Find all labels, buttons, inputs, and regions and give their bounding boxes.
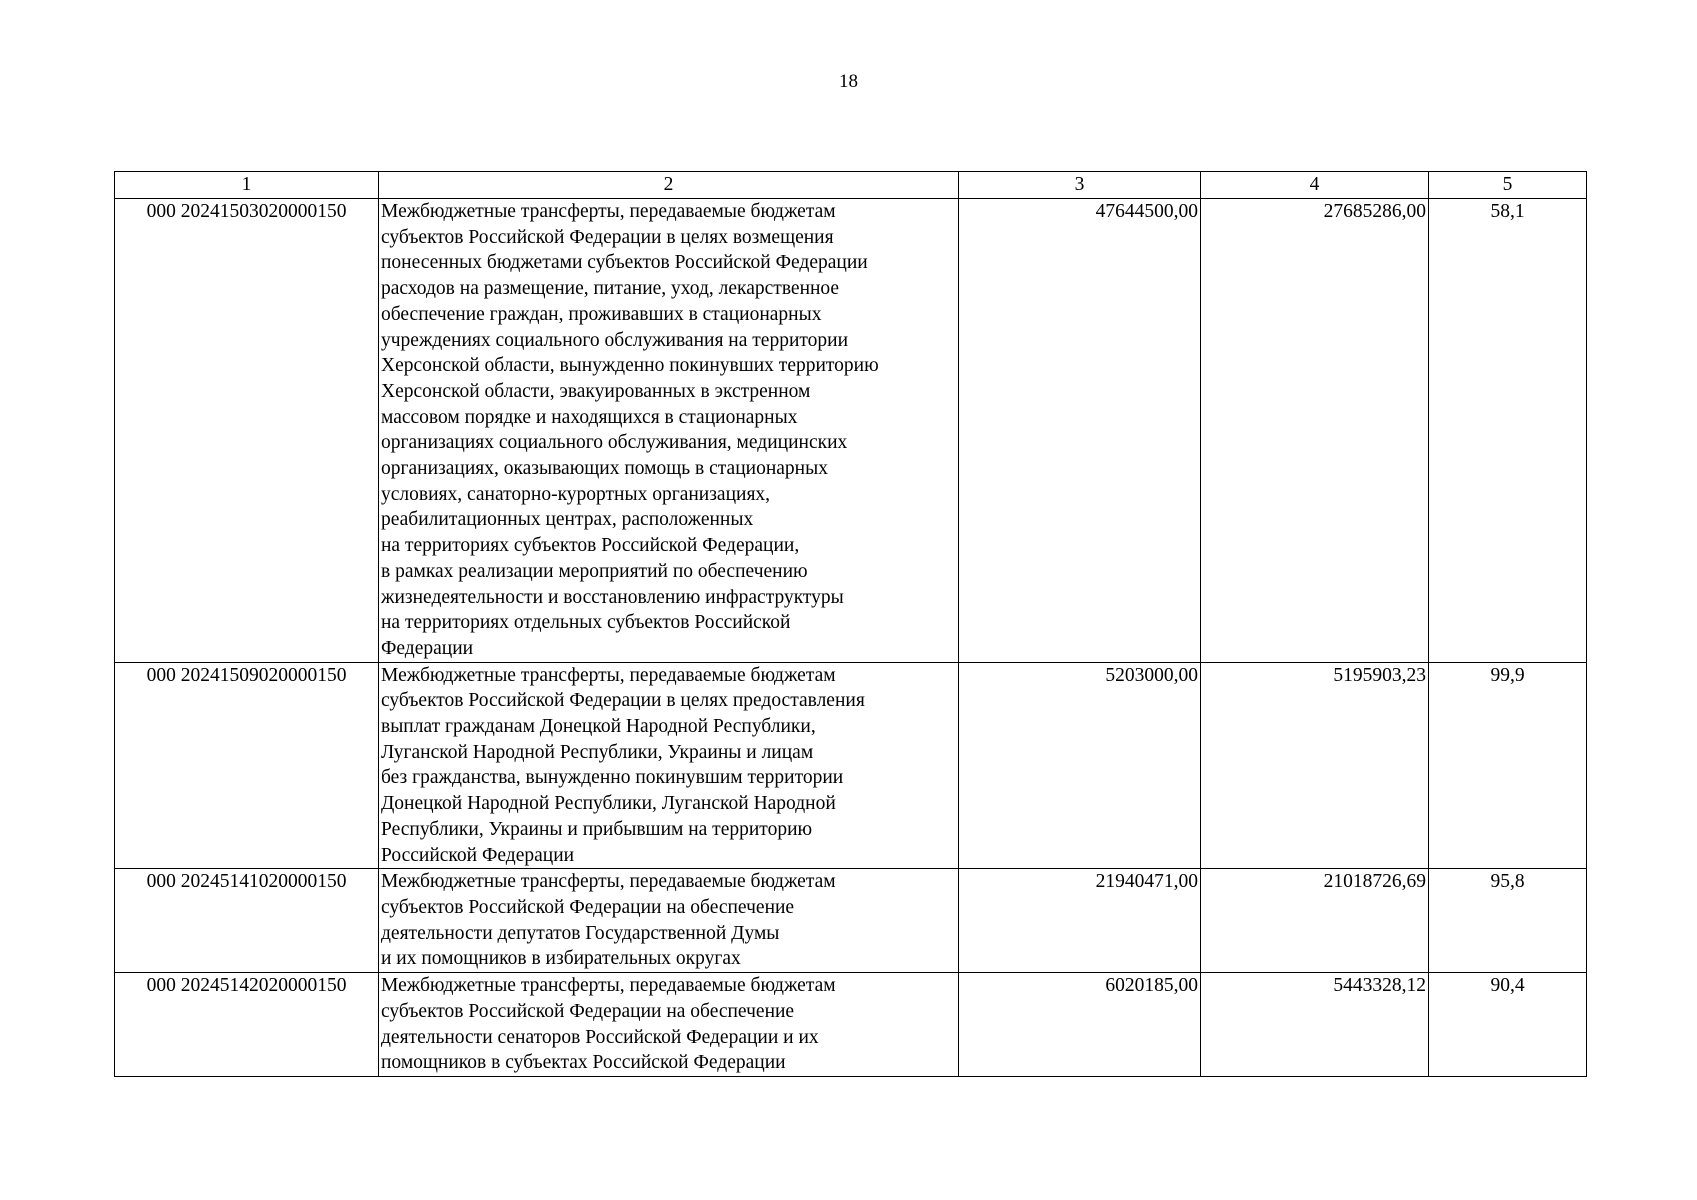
description-line: Межбюджетные трансферты, передаваемые бюджетам: [381, 664, 836, 686]
description-line: на территориях отдельных субъектов Российской: [381, 612, 791, 634]
budget-code: 000 20241503020000150: [115, 199, 379, 663]
executed-amount: 5195903,23: [1201, 662, 1429, 869]
description-line: субъектов Российской Федерации в целях возмещения: [381, 226, 834, 248]
column-header-1: 1: [115, 172, 379, 199]
budget-table: [114, 171, 1587, 1077]
description-line: обеспечение граждан, проживавших в стационарных: [381, 303, 822, 325]
description-line: субъектов Российской Федерации в целях предоставления: [381, 690, 865, 712]
approved-amount: 5203000,00: [959, 662, 1201, 869]
execution-percent: 99,9: [1429, 662, 1587, 869]
budget-code: 000 20245142020000150: [115, 973, 379, 1077]
description-line: условиях, санаторно-курортных организациях,: [381, 483, 771, 505]
table-body: [115, 199, 1587, 1077]
executed-amount: 27685286,00: [1201, 199, 1429, 663]
executed-amount: 5443328,12: [1201, 973, 1429, 1077]
column-header-2: 2: [379, 172, 959, 199]
table-row: [115, 869, 1587, 973]
description-line: деятельности сенаторов Российской Федерации и их: [381, 1026, 819, 1048]
budget-description: [379, 869, 959, 973]
description-line: субъектов Российской Федерации на обеспечение: [381, 896, 795, 918]
description-line: понесенных бюджетами субъектов Российской Федерации: [381, 252, 868, 274]
execution-percent: 58,1: [1429, 199, 1587, 663]
budget-description: [379, 662, 959, 869]
description-line: помощников в субъектах Российской Федерации: [381, 1052, 786, 1074]
table-row: [115, 973, 1587, 1077]
description-line: жизнедеятельности и восстановлению инфраструктуры: [381, 586, 844, 608]
execution-percent: 95,8: [1429, 869, 1587, 973]
approved-amount: 6020185,00: [959, 973, 1201, 1077]
description-line: Межбюджетные трансферты, передаваемые бюджетам: [381, 871, 836, 893]
description-line: в рамках реализации мероприятий по обеспечению: [381, 560, 808, 582]
page-number: 18: [839, 71, 858, 92]
description-line: на территориях субъектов Российской Федерации,: [381, 535, 800, 557]
description-line: субъектов Российской Федерации на обеспечение: [381, 1000, 795, 1022]
description-line: организациях, оказывающих помощь в стационарных: [381, 458, 828, 480]
description-line: учреждениях социального обслуживания на территории: [381, 329, 849, 351]
description-line: Российской Федерации: [381, 844, 575, 866]
budget-description: [379, 199, 959, 663]
description-line: реабилитационных центрах, расположенных: [381, 509, 754, 531]
description-line: Донецкой Народной Республики, Луганской Народной: [381, 793, 836, 815]
description-line: выплат гражданам Донецкой Народной Республики,: [381, 716, 816, 738]
table-row: [115, 662, 1587, 869]
description-line: Луганской Народной Республики, Украины и лицам: [381, 741, 814, 763]
description-line: Межбюджетные трансферты, передаваемые бюджетам: [381, 201, 836, 222]
approved-amount: 47644500,00: [959, 199, 1201, 663]
description-line: деятельности депутатов Государственной Думы: [381, 922, 780, 944]
column-header-4: 4: [1201, 172, 1429, 199]
column-header-5: 5: [1429, 172, 1587, 199]
description-line: Херсонской области, вынужденно покинувших территорию: [381, 355, 879, 377]
header-row: [115, 172, 1587, 199]
description-line: Федерации: [381, 637, 474, 659]
description-line: Республики, Украины и прибывшим на территорию: [381, 818, 813, 840]
column-header-3: 3: [959, 172, 1201, 199]
description-line: расходов на размещение, питание, уход, лекарственное: [381, 278, 840, 300]
executed-amount: 21018726,69: [1201, 869, 1429, 973]
table-row: [115, 199, 1587, 663]
description-line: Херсонской области, эвакуированных в экстренном: [381, 380, 811, 402]
budget-code: 000 20241509020000150: [115, 662, 379, 869]
description-line: без гражданства, вынужденно покинувшим территории: [381, 767, 844, 789]
execution-percent: 90,4: [1429, 973, 1587, 1077]
description-line: и их помощников в избирательных округах: [381, 948, 741, 970]
description-line: Межбюджетные трансферты, передаваемые бюджетам: [381, 975, 836, 997]
description-line: организациях социального обслуживания, медицинских: [381, 432, 848, 454]
budget-description: [379, 973, 959, 1077]
budget-code: 000 20245141020000150: [115, 869, 379, 973]
approved-amount: 21940471,00: [959, 869, 1201, 973]
description-line: массовом порядке и находящихся в стационарных: [381, 406, 798, 428]
